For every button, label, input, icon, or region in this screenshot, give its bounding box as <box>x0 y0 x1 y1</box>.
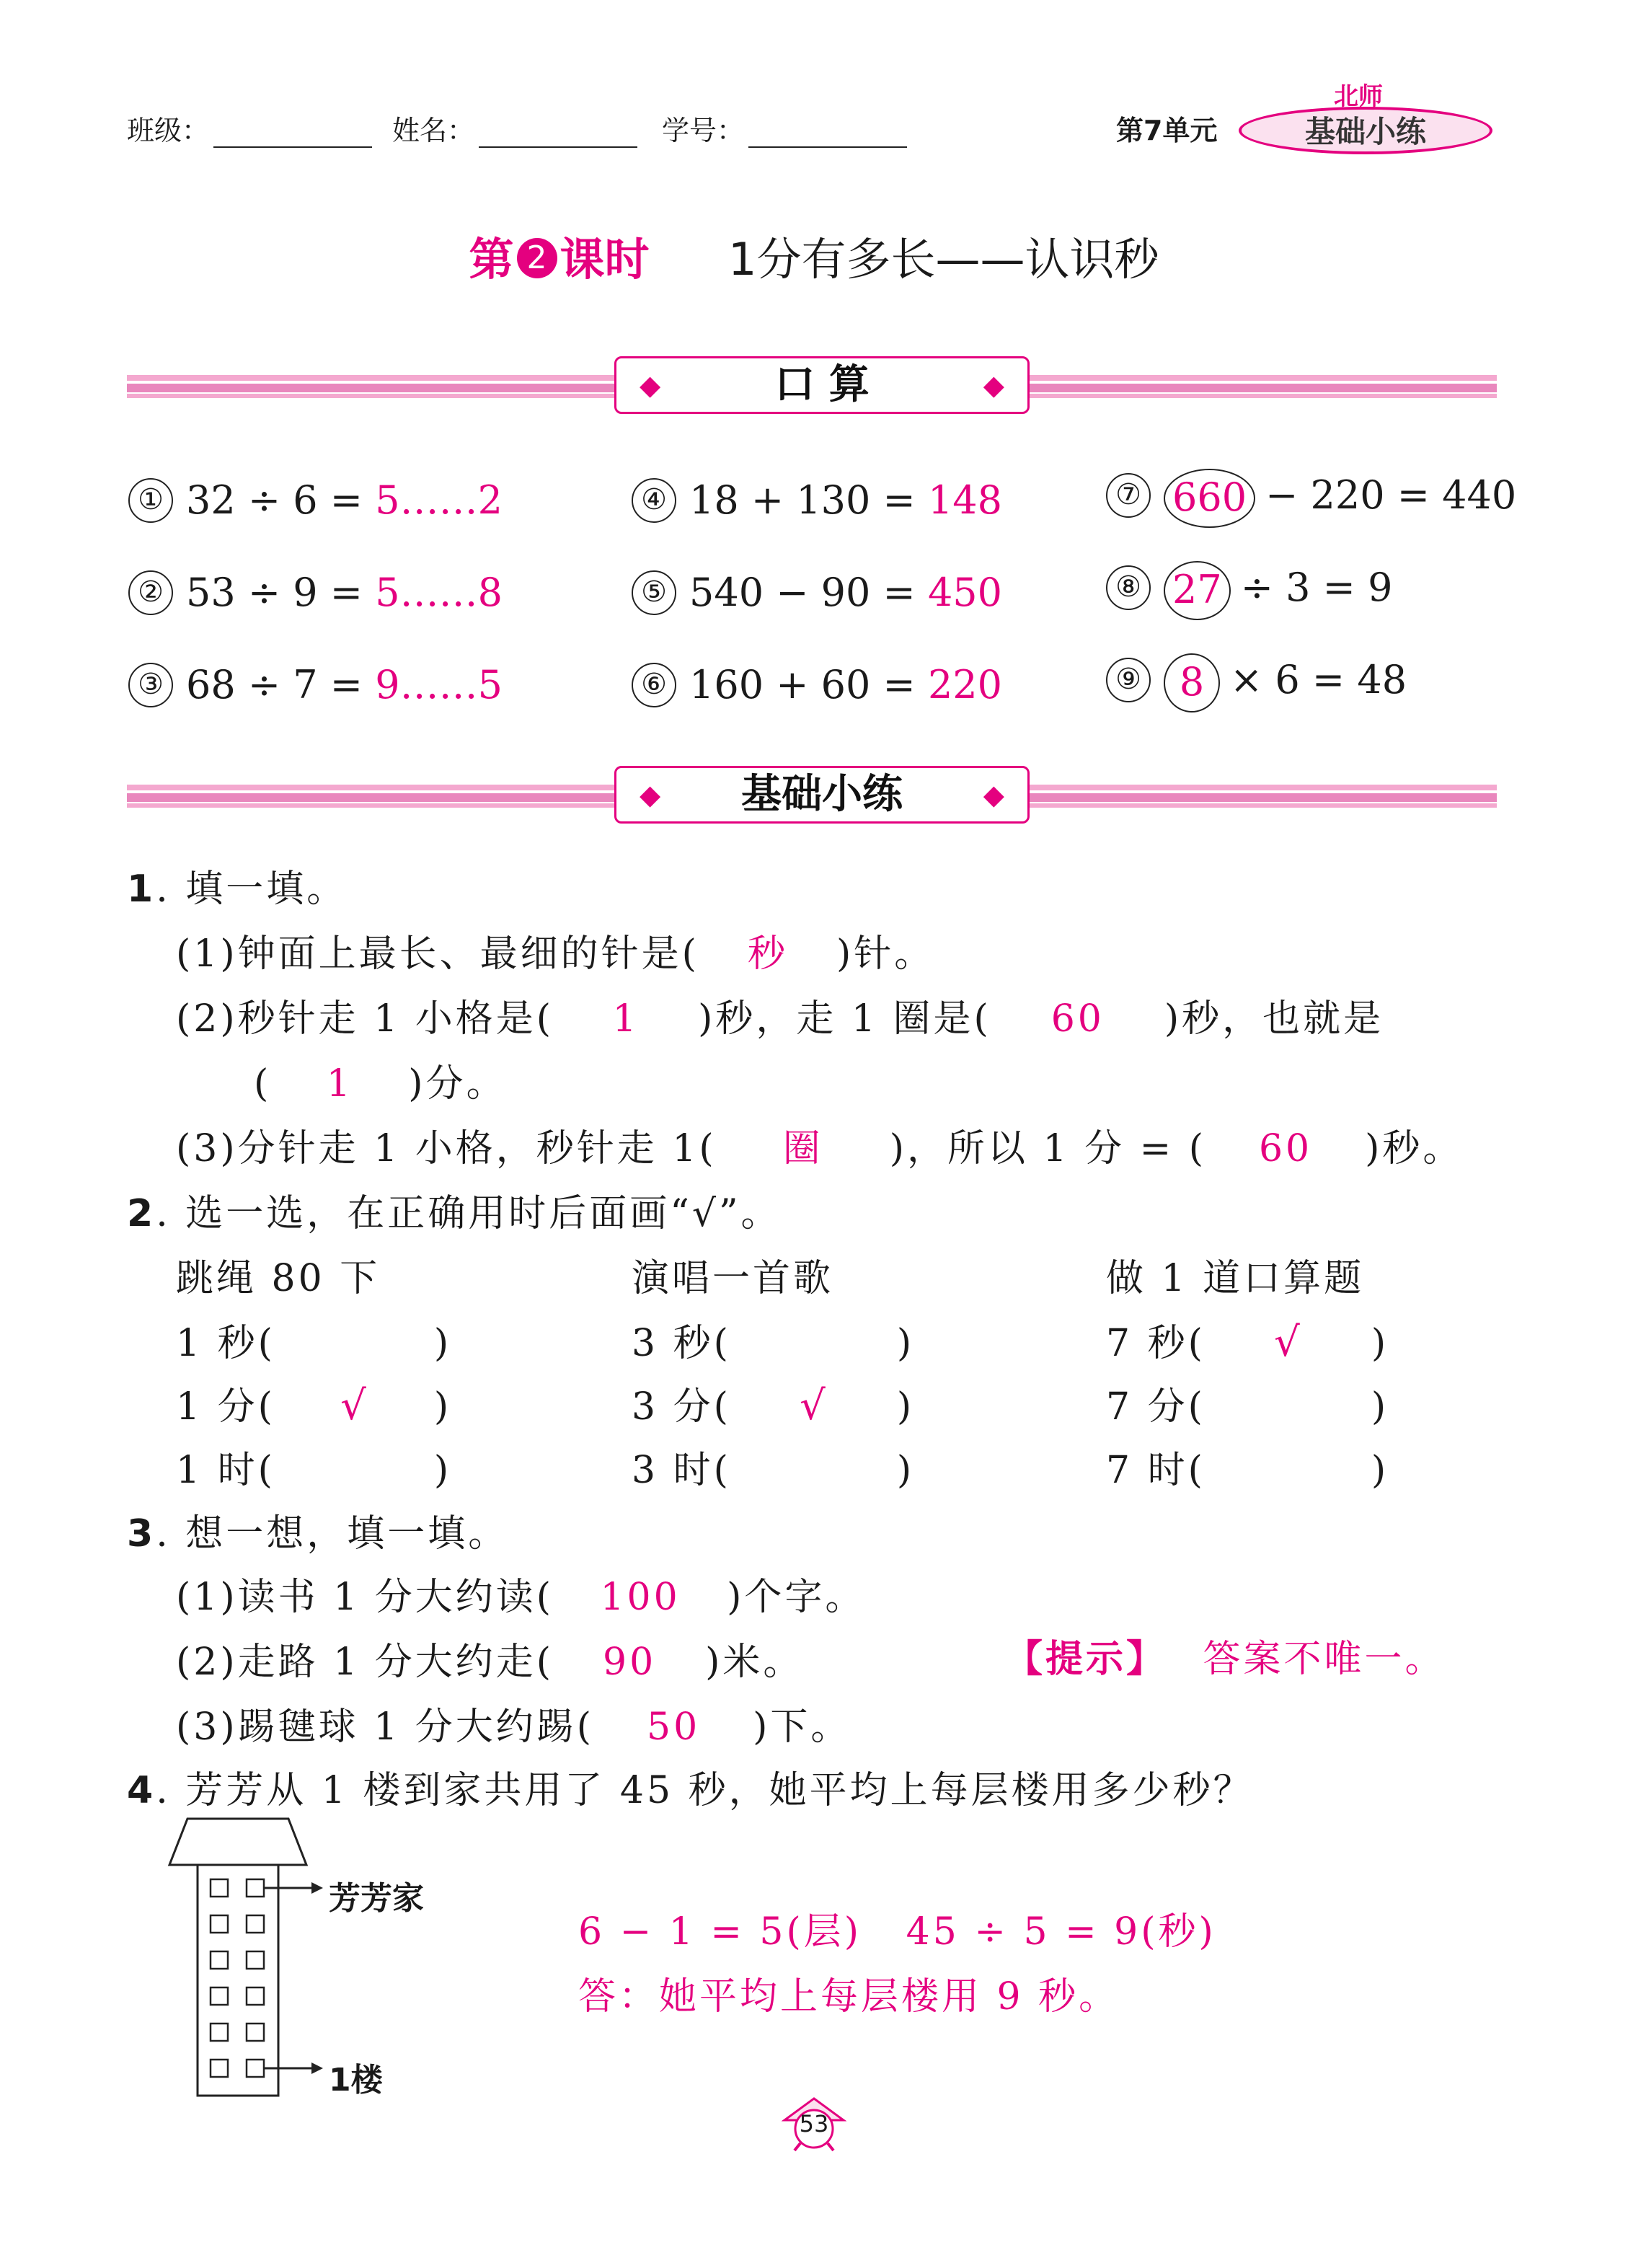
lesson-prefix: 第 <box>469 233 514 286</box>
question-1-part-2b: ( 1 )分。 <box>254 1062 507 1106</box>
lesson-number: 2 <box>517 238 557 278</box>
oral-item: ⑨ 8 × 6 = 48 <box>1106 653 1407 712</box>
hint <box>1005 1628 1446 1682</box>
oral-item: ⑧ 27 ÷ 3 = 9 <box>1106 561 1392 620</box>
class-field: 班级： <box>127 108 372 148</box>
page-title <box>0 224 1628 288</box>
q2-option[interactable]: 7 分( ) <box>1106 1385 1389 1429</box>
oral-item: ③ 68 ÷ 7 = 9……5 <box>128 662 503 710</box>
section-title-oral: ◆ 口 算 ◆ <box>614 356 1030 414</box>
lesson-topic: 1分有多长——认识秒 <box>728 233 1159 286</box>
q2-option[interactable]: 3 时( ) <box>632 1449 915 1492</box>
question-4-title: 4. 芳芳从 1 楼到家共用了 45 秒，她平均上每层楼用多少秒？ <box>127 1769 1254 1812</box>
q2-col-2-head: 演唱一首歌 <box>632 1257 834 1300</box>
student-id-blank[interactable] <box>748 119 907 148</box>
question-3-part-2: (2)走路 1 分大约走( 90 )米。 <box>176 1641 804 1684</box>
question-3-part-3: (3)踢毽球 1 分大约踢( 50 )下。 <box>176 1706 851 1749</box>
q2-option[interactable]: 7 秒( √ ) <box>1106 1319 1389 1366</box>
q2-col-1-head: 跳绳 80 下 <box>176 1257 381 1300</box>
question-1-part-3: (3)分针走 1 小格，秒针走 1( 圈 )，所以 1 分 = ( 60 )秒。 <box>176 1127 1464 1170</box>
class-blank[interactable] <box>213 119 372 148</box>
q4-calculation: 6 − 1 = 5(层) 45 ÷ 5 = 9(秒) <box>578 1910 1216 1954</box>
question-1-part-1: (1)钟面上最长、最细的针是( 秒 )针。 <box>176 932 935 976</box>
lesson-suffix: 课时 <box>559 233 650 286</box>
q2-col-3-head: 做 1 道口算题 <box>1106 1257 1365 1300</box>
oral-item: ⑦ 660 − 220 = 440 <box>1106 469 1516 528</box>
student-id-field: 学号： <box>662 108 907 148</box>
brand-name: 基础小练 <box>1304 114 1426 149</box>
section-title-practice: ◆ 基础小练 ◆ <box>614 766 1030 824</box>
diamond-icon: ◆ <box>983 779 1004 811</box>
hint-label: 【提示】 <box>1005 1638 1167 1681</box>
building-illustration <box>166 1813 324 2101</box>
name-field: 姓名： <box>392 108 637 148</box>
brand-publisher: 北师 <box>1334 82 1383 111</box>
oral-item: ① 32 ÷ 6 = 5……2 <box>128 477 503 526</box>
q4-answer: 答：她平均上每层楼用 9 秒。 <box>578 1975 1120 2018</box>
question-1-part-2: (2)秒针走 1 小格是( 1 )秒，走 1 圈是( 60 )秒，也就是 <box>176 997 1384 1041</box>
q2-option[interactable]: 1 时( ) <box>176 1449 452 1492</box>
question-2-title: 2. 选一选，在正确用时后面画“√”。 <box>127 1192 782 1235</box>
q2-option[interactable]: 1 秒( ) <box>176 1322 452 1365</box>
oral-item: ⑥ 160 + 60 = 220 <box>632 662 1002 710</box>
hint-text: 答案不唯一。 <box>1203 1638 1446 1681</box>
question-3-part-1: (1)读书 1 分大约读( 100 )个字。 <box>176 1576 866 1619</box>
oral-item: ④ 18 + 130 = 148 <box>632 477 1002 526</box>
q2-option[interactable]: 3 分( √ ) <box>632 1382 915 1429</box>
unit-label: 第7单元 <box>1116 115 1218 146</box>
q2-option[interactable]: 1 分( √ ) <box>176 1382 452 1429</box>
oral-item: ⑤ 540 − 90 = 450 <box>632 570 1002 618</box>
oral-item: ② 53 ÷ 9 = 5……8 <box>128 570 503 618</box>
label-home: 芳芳家 <box>329 1880 424 1917</box>
page-number: 53 <box>799 2110 829 2137</box>
name-blank[interactable] <box>479 119 637 148</box>
question-1-title: 1. 填一填。 <box>127 868 348 911</box>
diamond-icon: ◆ <box>983 369 1004 401</box>
diamond-icon: ◆ <box>640 369 661 401</box>
q2-option[interactable]: 7 时( ) <box>1106 1449 1389 1492</box>
q2-option[interactable]: 3 秒( ) <box>632 1322 915 1365</box>
question-3-title: 3. 想一想，填一填。 <box>127 1512 509 1556</box>
label-floor-1: 1楼 <box>329 2062 383 2099</box>
diamond-icon: ◆ <box>640 779 661 811</box>
